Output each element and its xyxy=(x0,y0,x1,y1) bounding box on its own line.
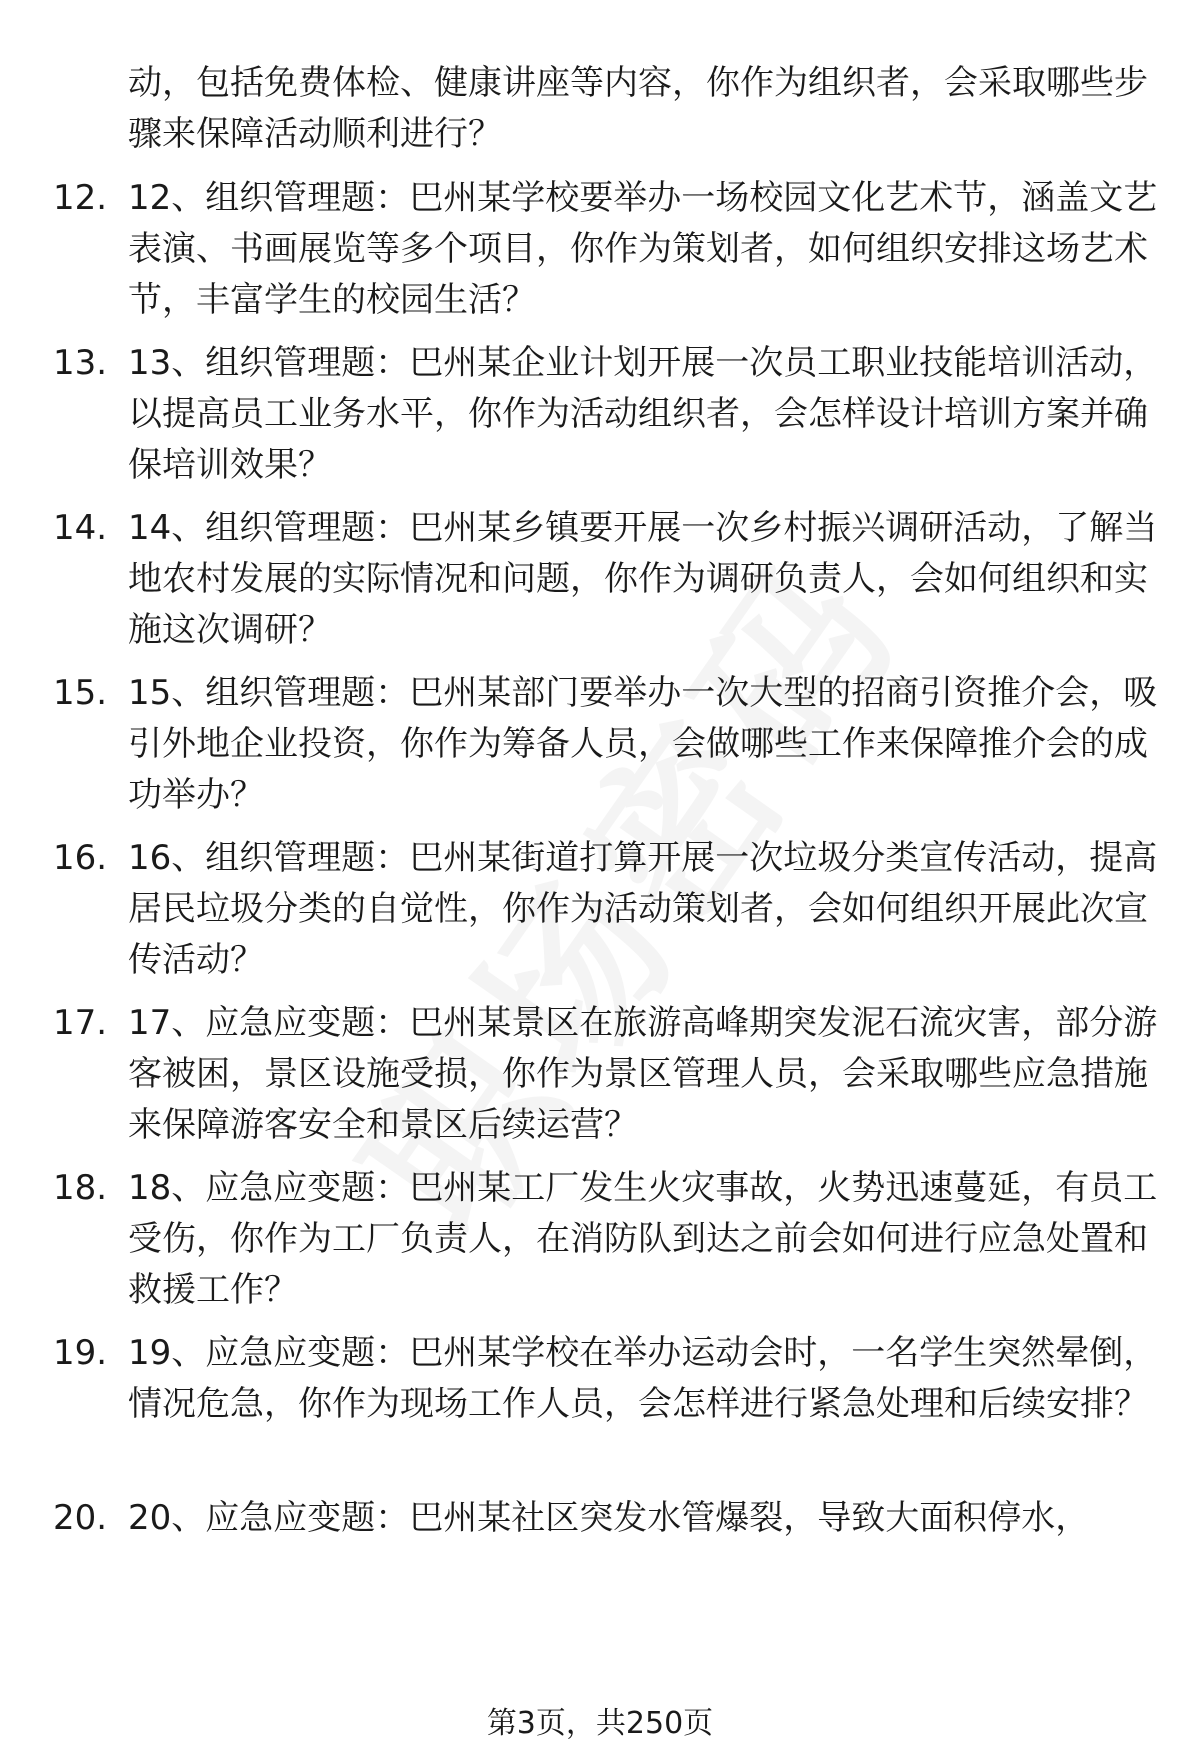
item-number: 16. xyxy=(53,838,108,878)
continued-paragraph: 动，包括免费体检、健康讲座等内容，你作为组织者，会采取哪些步骤来保障活动顺利进行？ xyxy=(128,63,1148,154)
item-text: 18、应急应变题：巴州某工厂发生火灾事故，火势迅速蔓延，有员工受伤，你作为工厂负责人，在消防队到达之前会如何进行应急处置和救援工作？ xyxy=(128,1168,1158,1310)
item-number: 13. xyxy=(53,343,108,383)
item-number: 15. xyxy=(53,673,108,713)
item-number: 12. xyxy=(53,178,108,218)
item-number: 18. xyxy=(53,1168,108,1208)
item-text: 15、组织管理题：巴州某部门要举办一次大型的招商引资推介会，吸引外地企业投资，你作为筹备人员，会做哪些工作来保障推介会的成功举办？ xyxy=(128,673,1158,815)
item-text: 13、组织管理题：巴州某企业计划开展一次员工职业技能培训活动，以提高员工业务水平，你作为活动组织者，会怎样设计培训方案并确保培训效果？ xyxy=(128,343,1158,485)
item-number: 14. xyxy=(53,508,108,548)
item-text: 17、应急应变题：巴州某景区在旅游高峰期突发泥石流灾害，部分游客被困，景区设施受损，你作为景区管理人员，会采取哪些应急措施来保障游客安全和景区后续运营？ xyxy=(128,1003,1158,1145)
item-text: 20、应急应变题：巴州某社区突发水管爆裂，导致大面积停水， xyxy=(128,1498,1090,1538)
item-number: 17. xyxy=(53,1003,108,1043)
item-number: 19. xyxy=(53,1333,108,1373)
item-text: 12、组织管理题：巴州某学校要举办一场校园文化艺术节，涵盖文艺表演、书画展览等多个项目，你作为策划者，如何组织安排这场艺术节，丰富学生的校园生活？ xyxy=(128,178,1158,320)
page-footer: 第3页，共250页 xyxy=(486,1706,714,1741)
item-text: 16、组织管理题：巴州某街道打算开展一次垃圾分类宣传活动，提高居民垃圾分类的自觉性，你作为活动策划者，会如何组织开展此次宣传活动？ xyxy=(128,838,1158,980)
item-number: 20. xyxy=(53,1498,108,1538)
item-text: 19、应急应变题：巴州某学校在举办运动会时，一名学生突然晕倒，情况危急，你作为现场工作人员，会怎样进行紧急处理和后续安排？ xyxy=(128,1333,1158,1424)
item-text: 14、组织管理题：巴州某乡镇要开展一次乡村振兴调研活动，了解当地农村发展的实际情况和问题，你作为调研负责人，会如何组织和实施这次调研？ xyxy=(128,508,1158,650)
